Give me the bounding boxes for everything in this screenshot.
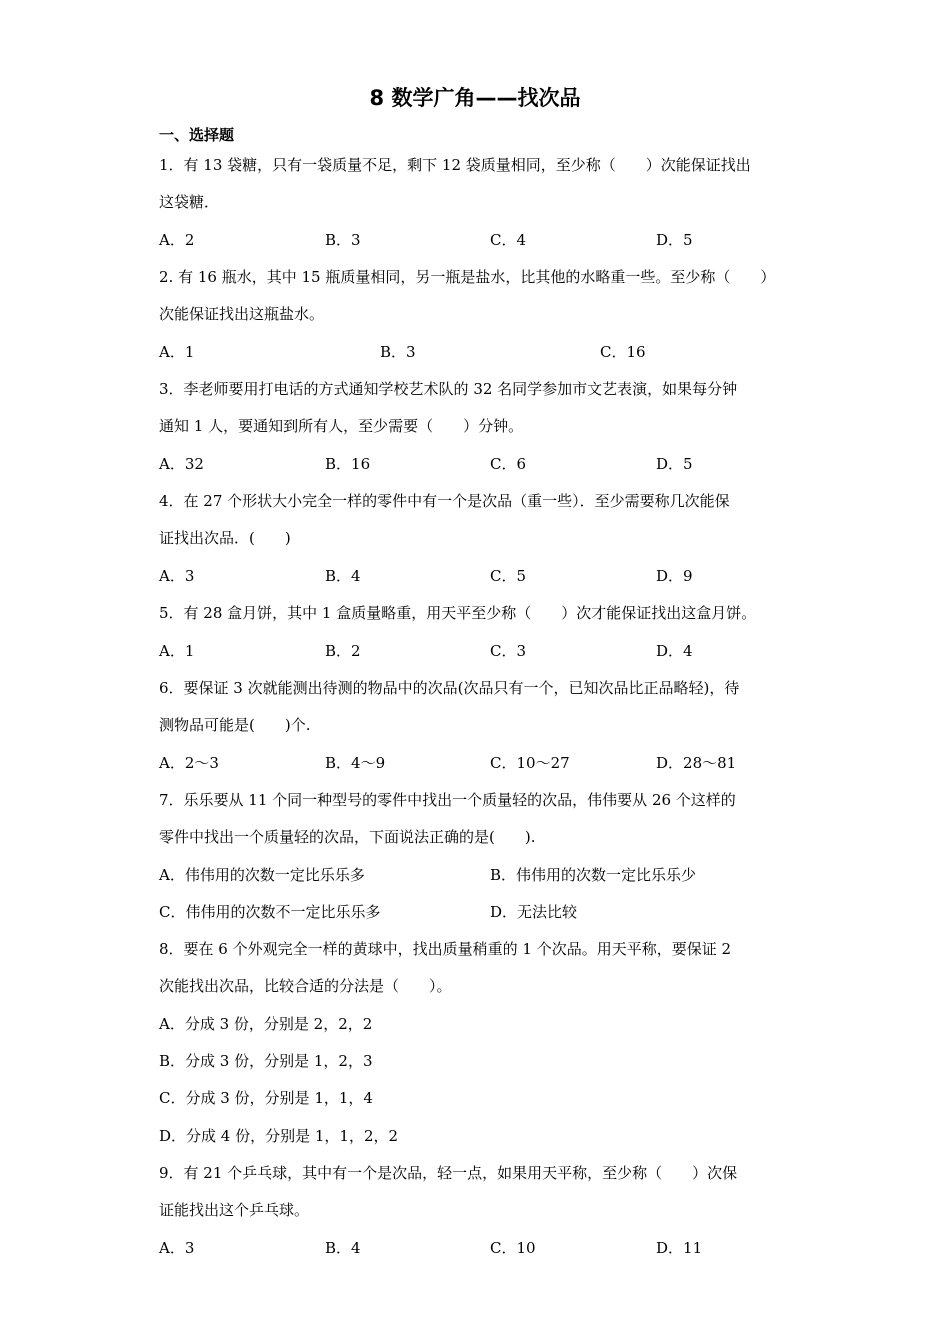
question-1-line-2: 这袋糖．: [159, 193, 220, 211]
question-6-option-c: C．10～27: [490, 754, 570, 772]
question-7-option-d: D．无法比较: [490, 903, 578, 921]
question-5-option-c: C．3: [490, 642, 527, 660]
question-4-option-c: C．5: [490, 567, 527, 585]
question-4-option-b: B．4: [325, 567, 361, 585]
question-4-line-2: 证找出次品．( ): [159, 529, 291, 547]
question-9-option-d: D．11: [656, 1239, 703, 1257]
question-3-option-d: D．5: [656, 455, 693, 473]
question-9-line-2: 证能找出这个乒乓球。: [159, 1201, 310, 1219]
page-title: 8 数学广角——找次品: [369, 86, 581, 110]
question-8-line-2: 次能找出次品，比较合适的分法是（ ）。: [159, 977, 452, 995]
question-8-option-c: C．分成 3 份，分别是 1，1，4: [159, 1089, 373, 1107]
question-6-option-b: B．4～9: [325, 754, 386, 772]
question-6-option-d: D．28～81: [656, 754, 737, 772]
question-4-option-a: A．3: [159, 567, 195, 585]
question-2-option-c: C．16: [600, 343, 646, 361]
question-7-line-2: 零件中找出一个质量轻的次品，下面说法正确的是( ).: [159, 828, 536, 846]
question-6-line-2: 测物品可能是( )个.: [159, 716, 311, 734]
question-8-option-b: B．分成 3 份，分别是 1，2，3: [159, 1052, 373, 1070]
question-8-line-1: 8．要在 6 个外观完全一样的黄球中，找出质量稍重的 1 个次品。用天平称，要保证 2: [159, 940, 732, 958]
question-7-option-b: B．伟伟用的次数一定比乐乐少: [490, 866, 697, 884]
question-1-option-c: C．4: [490, 231, 527, 249]
question-7-line-1: 7．乐乐要从 11 个同一种型号的零件中找出一个质量轻的次品，伟伟要从 26 个这样的: [159, 791, 736, 809]
section-heading: 一、选择题: [159, 126, 235, 144]
question-2-line-2: 次能保证找出这瓶盐水。: [159, 305, 325, 323]
question-2-option-b: B．3: [380, 343, 416, 361]
question-1-option-a: A．2: [159, 231, 195, 249]
question-3-line-2: 通知 1 人，要通知到所有人，至少需要（ ）分钟。: [159, 417, 524, 435]
question-5-option-a: A．1: [159, 642, 195, 660]
question-4-option-d: D．9: [656, 567, 693, 585]
question-9-option-a: A．3: [159, 1239, 195, 1257]
question-3-line-1: 3．李老师要用打电话的方式通知学校艺术队的 32 名同学参加市文艺表演，如果每分钟: [159, 380, 738, 398]
question-9-option-b: B．4: [325, 1239, 361, 1257]
question-9-line-1: 9．有 21 个乒乓球，其中有一个是次品，轻一点，如果用天平称，至少称（ ）次保: [159, 1164, 738, 1182]
question-8-option-d: D．分成 4 份，分别是 1，1，2，2: [159, 1127, 399, 1145]
question-5-line-1: 5．有 28 盒月饼，其中 1 盒质量略重，用天平至少称（ ）次才能保证找出这盒月饼。: [159, 604, 757, 622]
question-6-option-a: A．2～3: [159, 754, 219, 772]
question-2-option-a: A．1: [159, 343, 195, 361]
question-6-line-1: 6．要保证 3 次就能测出待测的物品中的次品(次品只有一个，已知次品比正品略轻)，待: [159, 679, 740, 697]
question-3-option-b: B．16: [325, 455, 371, 473]
question-1-line-1: 1．有 13 袋糖，只有一袋质量不足，剩下 12 袋质量相同，至少称（ ）次能保证找出: [159, 156, 751, 174]
question-3-option-c: C．6: [490, 455, 527, 473]
question-9-option-c: C．10: [490, 1239, 536, 1257]
question-2-line-1: 2. 有 16 瓶水，其中 15 瓶质量相同，另一瓶是盐水，比其他的水略重一些。至少称（ ）: [159, 268, 776, 286]
question-1-option-b: B．3: [325, 231, 361, 249]
question-3-option-a: A．32: [159, 455, 204, 473]
question-7-option-a: A．伟伟用的次数一定比乐乐多: [159, 866, 365, 884]
question-5-option-b: B．2: [325, 642, 361, 660]
question-8-option-a: A．分成 3 份，分别是 2，2，2: [159, 1015, 373, 1033]
question-5-option-d: D．4: [656, 642, 693, 660]
question-7-option-c: C．伟伟用的次数不一定比乐乐多: [159, 903, 381, 921]
question-4-line-1: 4．在 27 个形状大小完全一样的零件中有一个是次品（重一些）．至少需要称几次能保: [159, 492, 730, 510]
question-1-option-d: D．5: [656, 231, 693, 249]
